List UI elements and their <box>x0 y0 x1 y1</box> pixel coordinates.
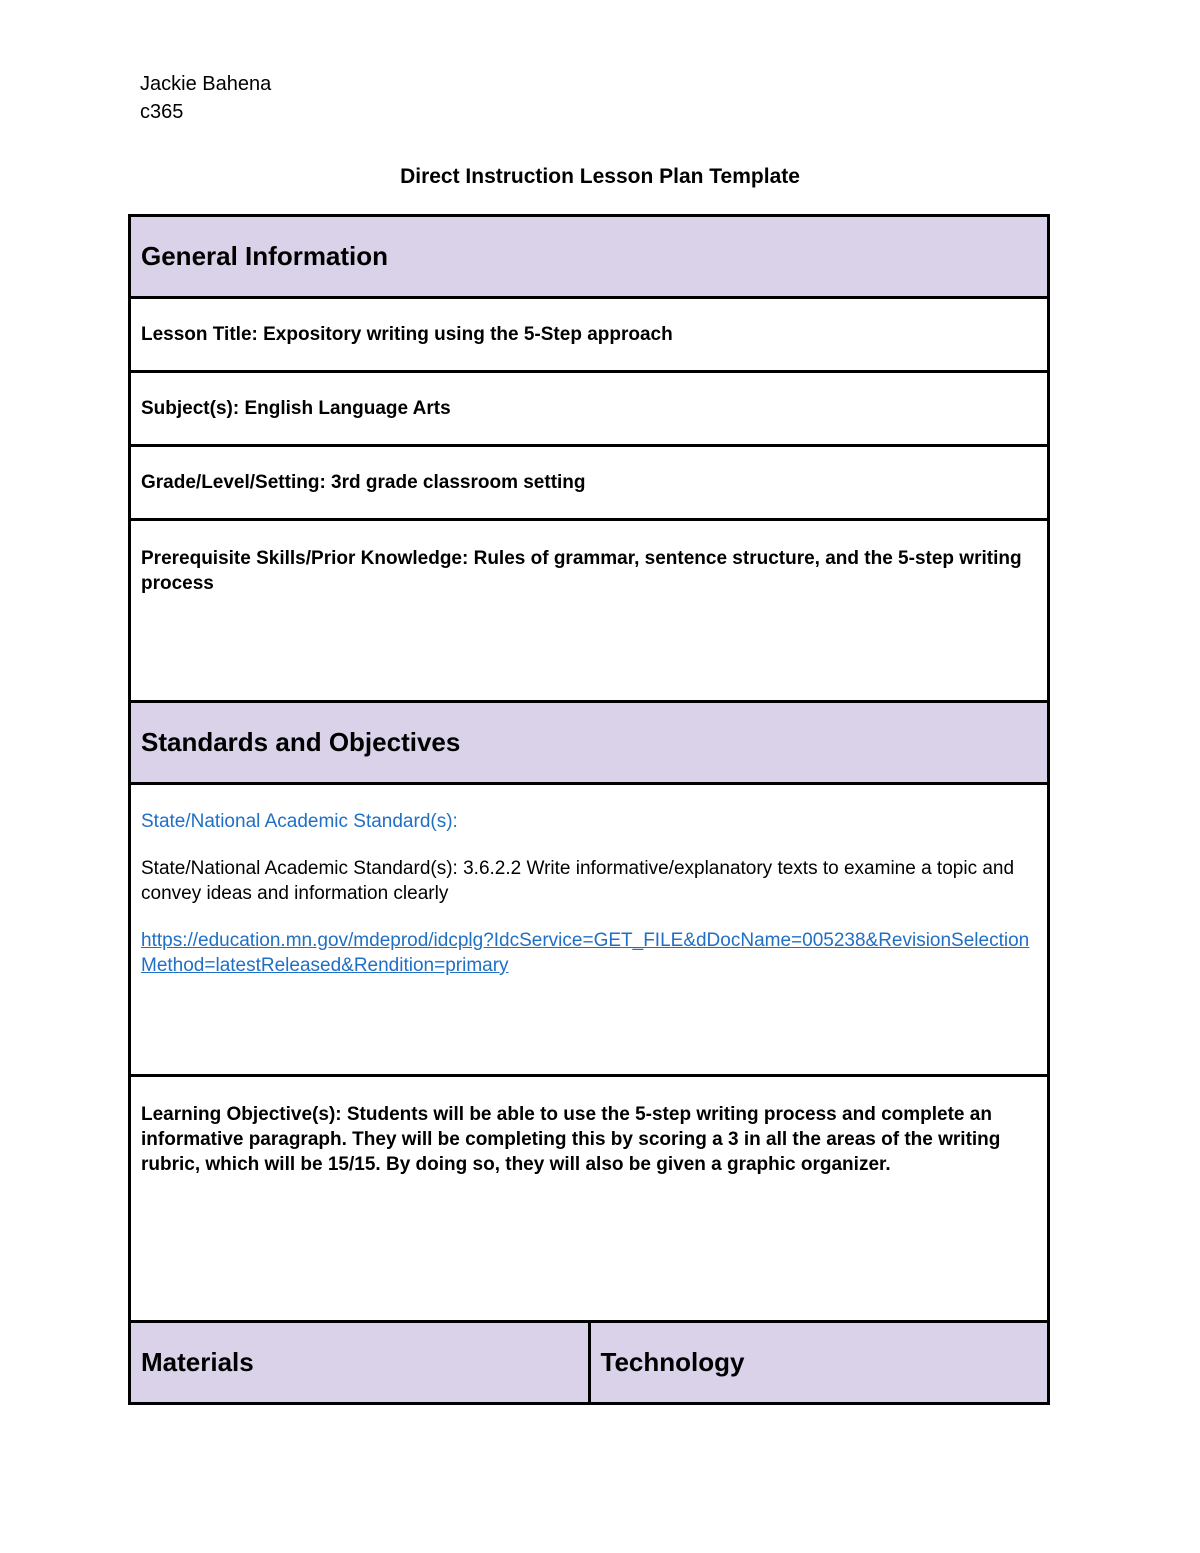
document-header <box>140 70 271 126</box>
materials-technology-header-row <box>130 1322 1049 1404</box>
technology-heading: Technology <box>589 1322 1049 1404</box>
document-title: Direct Instruction Lesson Plan Template <box>400 165 800 188</box>
learning-objectives-field: Learning Objective(s): Students will be able to use the 5-step writing process and complete an informative paragraph. They will be completing this by scoring a 3 in all the areas of the writing rubric, which will be 15/15. By doing so, they will also be given a graphic organizer. <box>130 1076 1049 1322</box>
author-name: Jackie Bahena <box>140 73 272 95</box>
subjects-row <box>130 372 1049 446</box>
general-information-heading: General Information <box>130 216 1049 298</box>
standards-objectives-header-row <box>130 702 1049 784</box>
general-information-header-row <box>130 216 1049 298</box>
lesson-title-row <box>130 298 1049 372</box>
learning-objectives-row <box>130 1076 1049 1322</box>
grade-level-setting-field: Grade/Level/Setting: 3rd grade classroom setting <box>130 446 1049 520</box>
lesson-plan-table <box>128 214 1050 1405</box>
standards-objectives-heading: Standards and Objectives <box>130 702 1049 784</box>
academic-standards-cell <box>130 784 1049 1076</box>
prerequisite-row <box>130 520 1049 702</box>
academic-standards-row <box>130 784 1049 1076</box>
academic-standards-heading: State/National Academic Standard(s): <box>141 811 458 832</box>
subjects-field: Subject(s): English Language Arts <box>130 372 1049 446</box>
lesson-title-field: Lesson Title: Expository writing using the 5-Step approach <box>130 298 1049 372</box>
standards-link[interactable]: https://education.mn.gov/mdeprod/idcplg?IdcService=GET_FILE&dDocName=005238&RevisionSelectionMethod=latestReleased&Rendition=primary <box>141 930 1030 976</box>
grade-level-row <box>130 446 1049 520</box>
prerequisite-skills-field: Prerequisite Skills/Prior Knowledge: Rules of grammar, sentence structure, and the 5-step writing process <box>130 520 1049 702</box>
academic-standards-text: State/National Academic Standard(s): 3.6.2.2 Write informative/explanatory texts to examine a topic and convey ideas and information clearly <box>141 858 1015 904</box>
materials-heading: Materials <box>130 1322 590 1404</box>
course-code: c365 <box>140 101 184 123</box>
